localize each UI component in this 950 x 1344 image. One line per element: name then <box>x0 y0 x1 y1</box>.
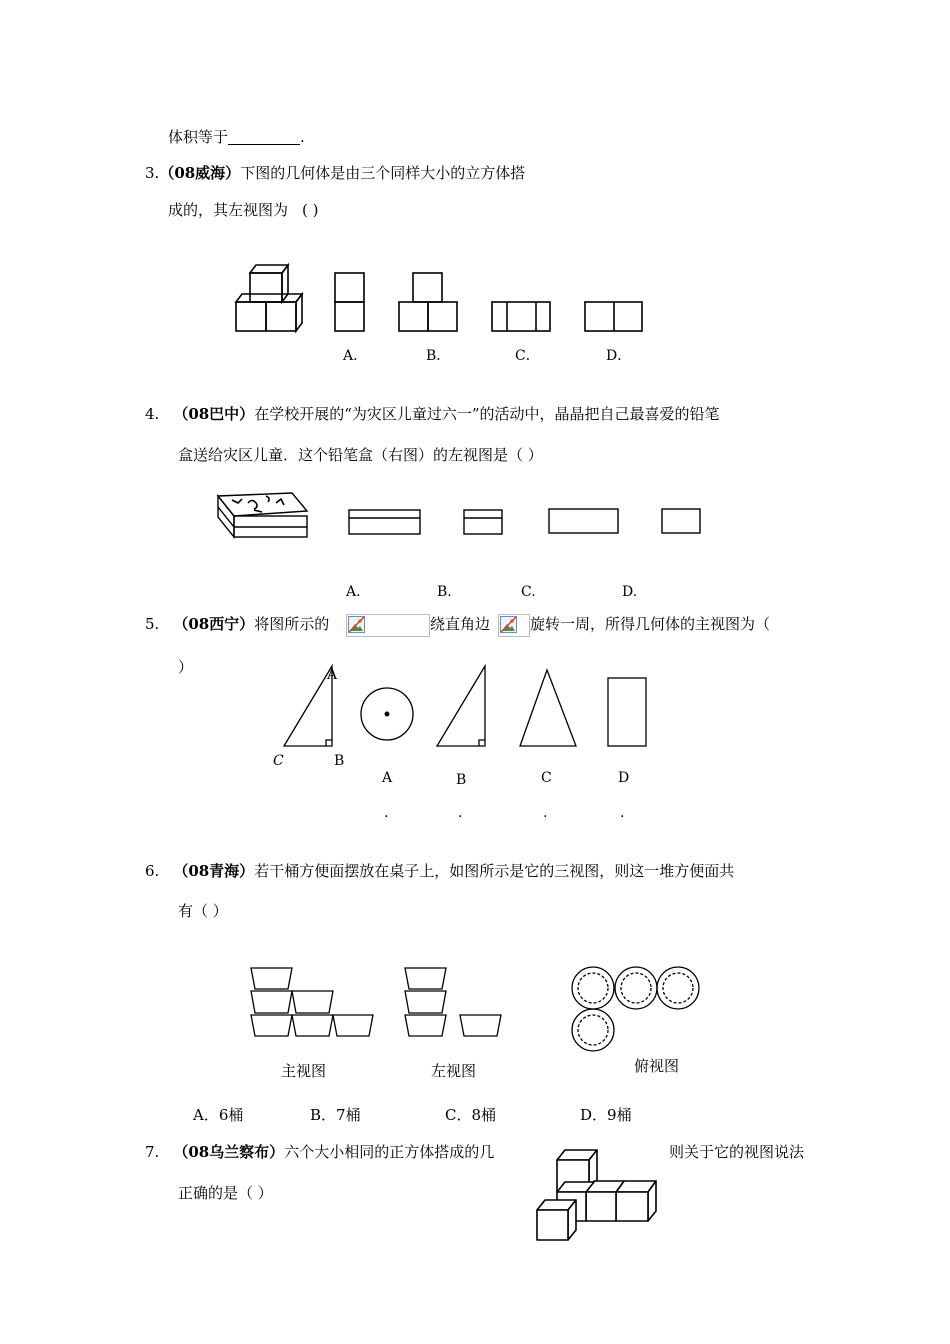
q4-source: （08巴中） <box>173 405 255 423</box>
q7-text: 六个大小相同的正方体搭成的几 <box>284 1143 495 1161</box>
q4-option-d[interactable]: D. <box>622 584 638 600</box>
q6-option-c[interactable]: C．8桶 <box>445 1106 497 1124</box>
q5-dot-d: . <box>620 805 625 821</box>
q5-text-1: 将图所示的 <box>254 615 330 633</box>
q5-option-a[interactable]: A <box>382 770 393 786</box>
cube-front <box>537 1200 576 1240</box>
q4-text-2: 盒送给灾区儿童．这个铅笔盒（右图）的左视图是（ ） <box>178 446 543 464</box>
q3-paren: ( ) <box>302 201 319 219</box>
vertex-c-label: C <box>273 753 284 769</box>
q4-number: 4. <box>145 405 160 423</box>
q5-text-4: ） <box>178 658 194 676</box>
q6-number: 6. <box>145 862 160 880</box>
q5-source: （08西宁） <box>173 615 255 633</box>
q4-option-c[interactable]: C. <box>521 584 536 600</box>
cube-back-right <box>616 1181 656 1221</box>
q5-text-3: 旋转一周，所得几何体的主视图为（ <box>530 615 771 633</box>
q5-text-2: 绕直角边 <box>430 615 491 633</box>
q3-option-c[interactable]: C． <box>515 348 540 364</box>
q6-text: 若干桶方便面摆放在桌子上，如图所示是它的三视图，则这一堆方便面共 <box>254 862 735 880</box>
q4-option-a[interactable]: A. <box>346 584 361 600</box>
vertex-a-label: A <box>327 667 338 683</box>
q7-source: （08乌兰察布） <box>173 1143 285 1161</box>
q6-source: （08青海） <box>173 862 255 880</box>
q3-source: （08威海） <box>159 164 241 182</box>
q4-text: 在学校开展的“为灾区儿童过六一”的活动中，晶晶把自己最喜爱的铅笔 <box>254 405 720 423</box>
q6-option-b[interactable]: B．7桶 <box>310 1106 361 1124</box>
q5-dot-c: . <box>543 805 548 821</box>
q5-dot-a: . <box>384 805 389 821</box>
q3-option-b[interactable]: B． <box>426 348 451 364</box>
left-view-label: 左视图 <box>431 1062 477 1080</box>
q7-number: 7. <box>145 1143 160 1161</box>
q6-option-a[interactable]: A．6桶 <box>193 1106 244 1124</box>
q6-line2: 有（ ） <box>178 902 228 920</box>
q5-dot-b: . <box>458 805 463 821</box>
q3-text-2: 成的，其左视图为 <box>168 201 289 219</box>
period: . <box>300 128 305 146</box>
prev-question-text: 体积等于 <box>168 128 229 146</box>
q3-number: 3. <box>145 164 160 182</box>
q5-option-c[interactable]: C <box>541 770 552 786</box>
q5-option-d[interactable]: D <box>618 770 630 786</box>
q5-option-b[interactable]: B <box>456 772 467 788</box>
front-view-label: 主视图 <box>281 1062 327 1080</box>
top-view-label: 俯视图 <box>634 1057 680 1075</box>
q6-option-d[interactable]: D．9桶 <box>580 1106 632 1124</box>
q7-line2: 正确的是（ ） <box>178 1184 273 1202</box>
q5-number: 5. <box>145 615 160 633</box>
vertex-b-label: B <box>334 753 345 769</box>
q3-option-a[interactable]: A． <box>343 348 368 364</box>
q3-option-d[interactable]: D． <box>606 348 632 364</box>
q7-text-2: 则关于它的视图说法 <box>669 1143 805 1161</box>
q3-text: 下图的几何体是由三个同样大小的立方体搭 <box>240 164 526 182</box>
q4-option-b[interactable]: B. <box>437 584 452 600</box>
